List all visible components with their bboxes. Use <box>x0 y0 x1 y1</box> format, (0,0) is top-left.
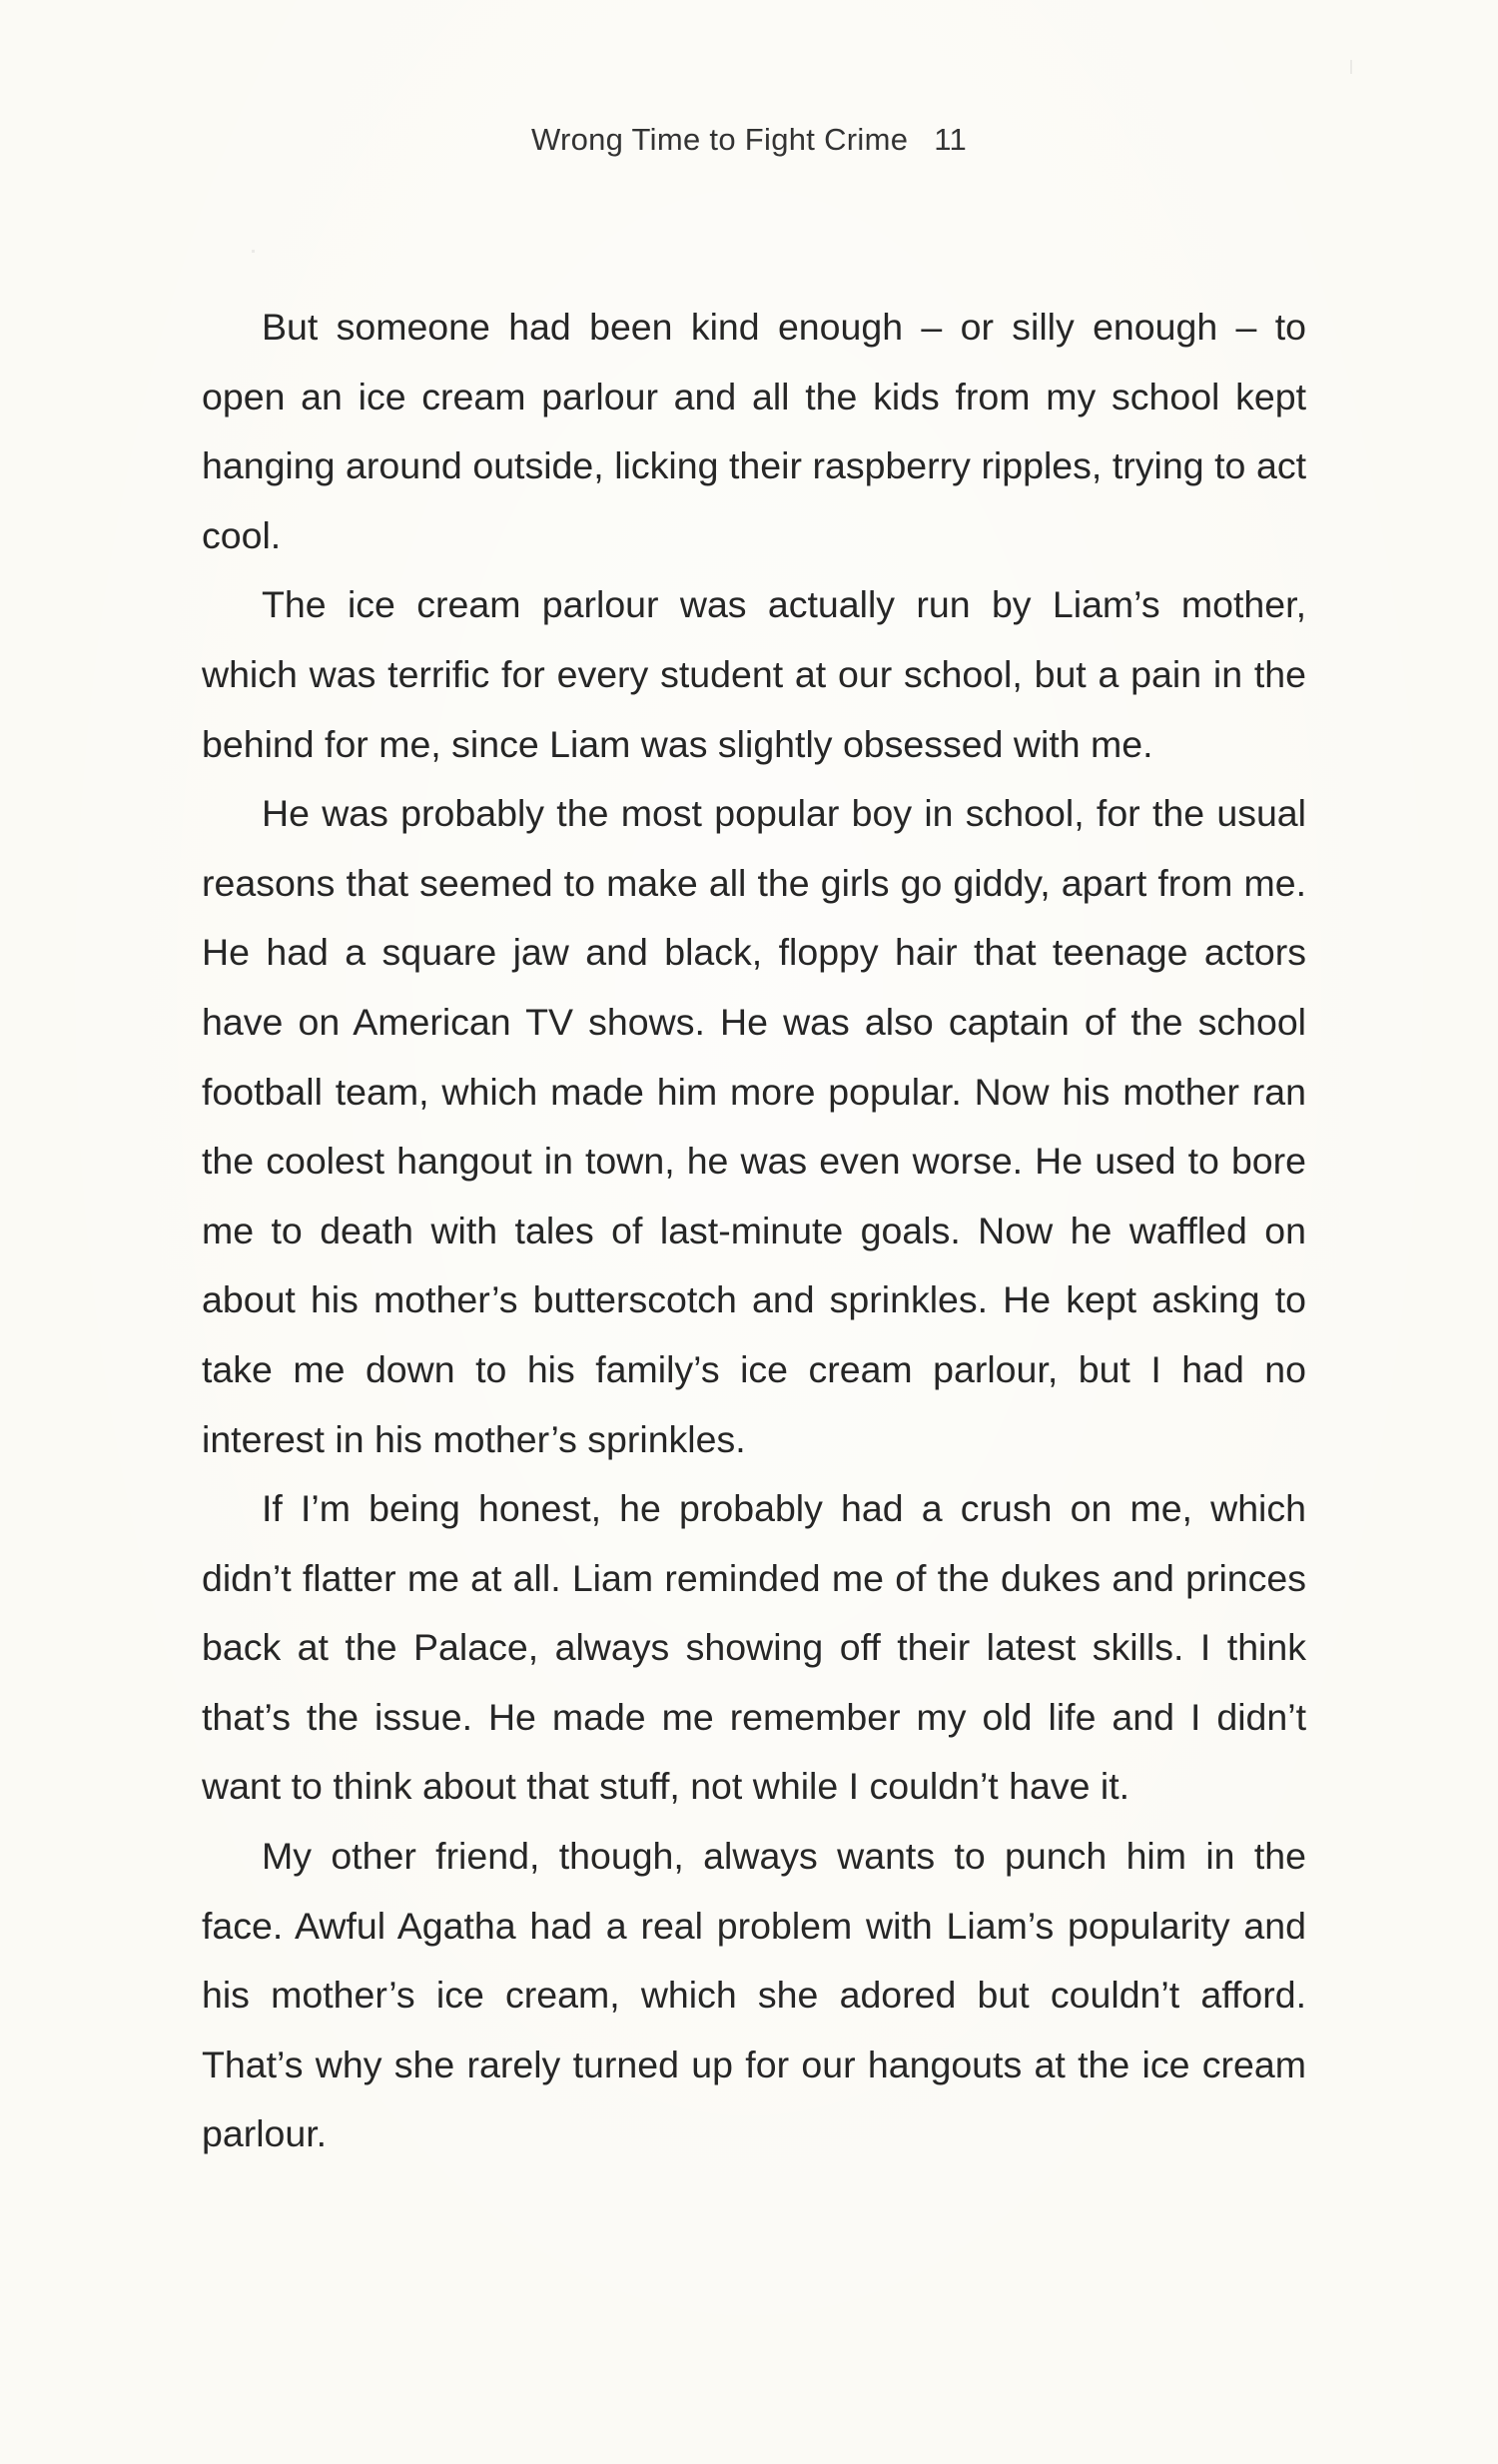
paragraph: But someone had been kind enough – or silly enough – to open an ice cream parlour and all the kids from my school kept hanging around outside, licking their raspberry ripples, trying to act cool. <box>202 306 1306 556</box>
scan-speck <box>1350 60 1352 74</box>
body-text <box>202 293 1306 2169</box>
paragraph: If I’m being honest, he probably had a crush on me, which didn’t flatter me at all. Liam reminded me of the dukes and princes back at the Palace, always showing off their latest skills. I think that’s the issue. He made me remember my old life and I didn’t want to think about that stuff, not while I couldn’t have it. <box>202 1487 1306 1808</box>
scan-speck <box>252 250 255 253</box>
paragraph: The ice cream parlour was actually run by Liam’s mother, which was terrific for every student at our school, but a pain in the behind for me, since Liam was slightly obsessed with me. <box>202 583 1306 765</box>
page-number: 11 <box>934 122 968 157</box>
running-title: Wrong Time to Fight Crime <box>530 122 909 157</box>
paragraph: My other friend, though, always wants to punch him in the face. Awful Agatha had a real problem with Liam’s popularity and his mother’s ice cream, which she adored but couldn’t afford. That’s why she rarely turned up for our hangouts at the ice cream parlour. <box>202 1835 1306 2155</box>
running-head <box>0 122 1498 158</box>
paragraph: He was probably the most popular boy in school, for the usual reasons that seemed to make all the girls go giddy, apart from me. He had a square jaw and black, floppy hair that teenage actors have on American TV shows. He was also captain of the school football team, which made him more popular. Now his mother ran the coolest hangout in town, he was even worse. He used to bore me to death with tales of last-minute goals. Now he waffled on about his mother’s butterscotch and sprinkles. He kept asking to take me down to his family’s ice cream parlour, but I had no interest in his mother’s sprinkles. <box>202 792 1306 1460</box>
